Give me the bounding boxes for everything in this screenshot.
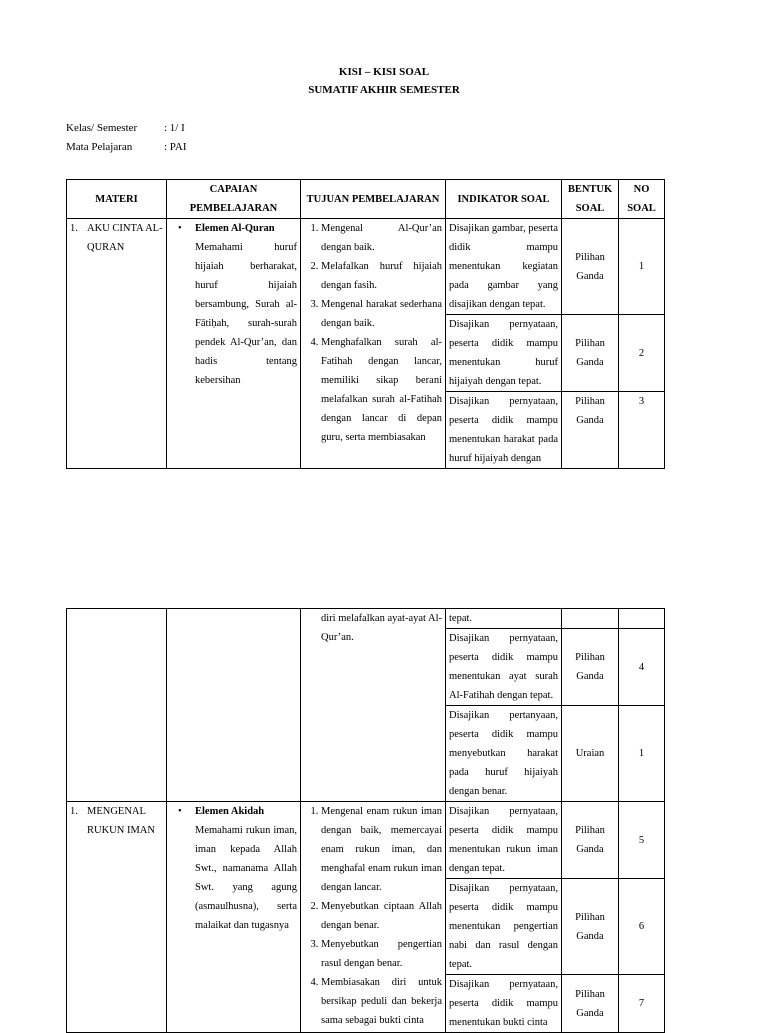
no-cell: 6 <box>619 879 665 975</box>
cp-text: Memahami huruf hijaiah berharakat, huruf hijaiah bersambung, Surah al-Fātiḥah, surah-surah pendek Al-Qur’an, dan hadis tentang kebersihan <box>195 242 297 386</box>
indikator-cell: Disajikan pernyataan, peserta didik mampu menentukan huruf hijaiyah dengan tepat. <box>446 315 562 392</box>
bullet-icon: • <box>178 806 182 817</box>
indikator-cell: Disajikan pernyataan, peserta didik mampu menentukan rukun iman dengan tepat. <box>446 802 562 879</box>
bentuk-cell: Pilihan Ganda <box>562 315 619 392</box>
indikator-cell: Disajikan pernyataan, peserta didik mampu menentukan ayat surah Al-Fatihah dengan tepat. <box>446 629 562 706</box>
bentuk-cell: Uraian <box>562 706 619 802</box>
materi-text: MENGENAL RUKUN IMAN <box>87 806 155 836</box>
header-no: NO SOAL <box>619 180 665 219</box>
materi-number: 1. <box>70 806 78 817</box>
bentuk-cell: Pilihan Ganda <box>562 392 619 469</box>
cp-element-head: Elemen Al-Quran <box>195 223 275 234</box>
cp-text: Memahami rukun iman, iman kepada Allah Swt., namanama Allah Swt. yang agung (asmaulhusna), serta malaikat dan tugasnya <box>195 825 297 931</box>
tujuan-cell <box>301 219 446 469</box>
tujuan-item: 4. Membiasakan diri untuk bersikap peduli dan bekerja sama sebagai bukti cinta <box>321 973 442 1030</box>
no-cell: 7 <box>619 975 665 1033</box>
materi-cell <box>67 609 167 802</box>
materi-cell <box>67 219 167 469</box>
tujuan-cell <box>301 609 446 802</box>
tujuan-item: 1. Mengenal Al-Qur’an dengan baik. <box>321 219 442 257</box>
no-cell: 1 <box>619 219 665 315</box>
capaian-cell <box>167 802 301 1033</box>
tujuan-item: 2. Melafalkan huruf hijaiah dengan fasih. <box>321 257 442 295</box>
table-header-row <box>67 180 665 219</box>
no-cell: 2 <box>619 315 665 392</box>
tujuan-item: 2. Menyebutkan ciptaan Allah dengan benar. <box>321 897 442 935</box>
kisi-table-2 <box>66 608 665 1033</box>
tujuan-item: 1. Mengenal enam rukun iman dengan baik, memercayai enam rukun iman, dan menghafal enam rukun iman dengan lancar. <box>321 802 442 897</box>
bentuk-cell: Pilihan Ganda <box>562 879 619 975</box>
no-cell: 3 <box>619 392 665 469</box>
no-cell <box>619 609 665 629</box>
table-row <box>67 609 665 629</box>
tujuan-list <box>304 219 442 447</box>
no-cell: 1 <box>619 706 665 802</box>
capaian-cell <box>167 609 301 802</box>
tujuan-continued: diri melafalkan ayat-ayat Al-Qur’an. <box>321 613 442 643</box>
tujuan-item: 3. Menyebutkan pengertian rasul dengan benar. <box>321 935 442 973</box>
tujuan-item: 4. Menghafalkan surah al-Fatihah dengan lancar, memiliki sikap berani melafalkan surah al-Fatihah dengan lancar di depan guru, serta membiasakan <box>321 333 442 447</box>
table-row <box>67 219 665 315</box>
bentuk-cell: Pilihan Ganda <box>562 629 619 706</box>
kelas-label: Kelas/ Semester <box>66 122 138 134</box>
indikator-cell: Disajikan pertanyaan, peserta didik mampu menyebutkan harakat pada huruf hijaiyah dengan benar. <box>446 706 562 802</box>
document-title: KISI – KISI SOAL <box>338 66 430 78</box>
tujuan-item: 3. Mengenal harakat sederhana dengan baik. <box>321 295 442 333</box>
bentuk-cell: Pilihan Ganda <box>562 975 619 1033</box>
materi-number: 1. <box>70 223 78 234</box>
materi-cell <box>67 802 167 1033</box>
indikator-cell: Disajikan pernyataan, peserta didik mampu menentukan pengertian nabi dan rasul dengan tepat. <box>446 879 562 975</box>
indikator-cell: Disajikan pernyataan, peserta didik mampu menentukan bukti cinta <box>446 975 562 1033</box>
mapel-value: : PAI <box>164 141 187 153</box>
materi-text: AKU CINTA AL-QURAN <box>87 223 163 253</box>
tujuan-cell <box>301 802 446 1033</box>
no-cell: 5 <box>619 802 665 879</box>
document-subtitle: SUMATIF AKHIR SEMESTER <box>308 84 460 96</box>
indikator-cell: tepat. <box>446 609 562 629</box>
no-cell: 4 <box>619 629 665 706</box>
kelas-value: : 1/ I <box>164 122 185 134</box>
capaian-cell <box>167 219 301 469</box>
kisi-table-1 <box>66 179 665 469</box>
meta-mapel <box>66 141 187 153</box>
indikator-cell: Disajikan pernyataan, peserta didik mampu menentukan harakat pada huruf hijaiyah dengan <box>446 392 562 469</box>
header-bentuk: BENTUK SOAL <box>562 180 619 219</box>
cp-element-head: Elemen Akidah <box>195 806 265 817</box>
meta-kelas <box>66 122 185 134</box>
header-tujuan: TUJUAN PEMBELAJARAN <box>301 180 446 219</box>
tujuan-list <box>304 802 442 1030</box>
table-row <box>67 802 665 879</box>
header-materi: MATERI <box>67 180 167 219</box>
bullet-icon: • <box>178 223 182 234</box>
indikator-cell: Disajikan gambar, peserta didik mampu menentukan kegiatan pada gambar yang disajikan dengan tepat. <box>446 219 562 315</box>
bentuk-cell <box>562 609 619 629</box>
bentuk-cell: Pilihan Ganda <box>562 802 619 879</box>
header-indikator: INDIKATOR SOAL <box>446 180 562 219</box>
mapel-label: Mata Pelajaran <box>66 141 133 153</box>
bentuk-cell: Pilihan Ganda <box>562 219 619 315</box>
header-capaian: CAPAIAN PEMBELAJARAN <box>167 180 301 219</box>
